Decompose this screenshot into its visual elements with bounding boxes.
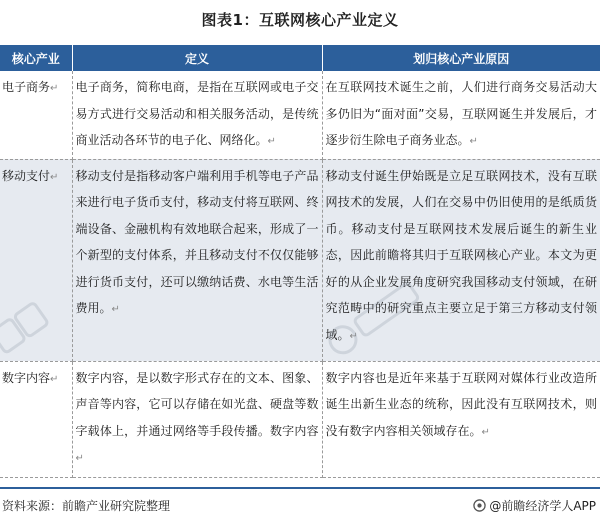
brand-logo-icon xyxy=(473,499,486,512)
cell-definition: 电子商务，简称电商，是指在互联网或电子交易方式进行交易活动和相关服务活动，是传统商业活动各环节的电子化、网络化。↵ xyxy=(72,71,322,159)
cell-definition: 移动支付是指移动客户端利用手机等电子产品来进行电子货币支付，移动支付将互联网、终端设备、金融机构有效地联合起来，形成了一个新型的支付体系，并且移动支付不仅仅能够进行货币支付，还可以缴纳话费、水电等生活费用。↵ xyxy=(72,159,322,361)
brand-credit-label: @前瞻经济学人APP xyxy=(489,499,596,513)
footer-divider xyxy=(0,487,600,489)
cell-category: 移动支付↵ xyxy=(0,159,72,361)
source-note: 资料来源：前瞻产业研究院整理 xyxy=(2,499,171,513)
cell-reason: 在互联网技术诞生之前，人们进行商务交易活动大多仍旧为“面对面”交易，互联网诞生并发展后，才逐步衍生除电子商务业态。↵ xyxy=(322,71,600,159)
cell-definition: 数字内容，是以数字形式存在的文本、图象、声音等内容，它可以存储在如光盘、硬盘等数字载体上，并通过网络等手段传播。数字内容↵ xyxy=(72,361,322,477)
cell-reason: 数字内容也是近年来基于互联网对媒体行业改造所诞生出新生业态的统称，因此没有互联网技术，则没有数字内容相关领域存在。↵ xyxy=(322,361,600,477)
cell-reason: 移动支付诞生伊始既是立足互联网技术，没有互联网技术的发展，人们在交易中仍旧使用的是纸质货币。移动支付是互联网技术发展后诞生的新生业态，因此前瞻将其归于互联网核心产业。本文为更好的从企业发展角度研究我国移动支付领域，在研究范畴中的研究重点主要立足于第三方移动支付领域。↵ xyxy=(322,159,600,361)
table-row xyxy=(0,159,600,361)
header-reason: 划归核心产业原因 xyxy=(322,45,600,71)
industry-definition-table xyxy=(0,45,600,478)
header-definition: 定义 xyxy=(72,45,322,71)
table-row xyxy=(0,71,600,159)
table-row xyxy=(0,361,600,477)
header-category: 核心产业 xyxy=(0,45,72,71)
cell-category: 电子商务↵ xyxy=(0,71,72,159)
cell-category: 数字内容↵ xyxy=(0,361,72,477)
brand-credit xyxy=(473,497,596,514)
table-header-row xyxy=(0,45,600,71)
page-title: 图表1：互联网核心产业定义 xyxy=(201,11,399,29)
